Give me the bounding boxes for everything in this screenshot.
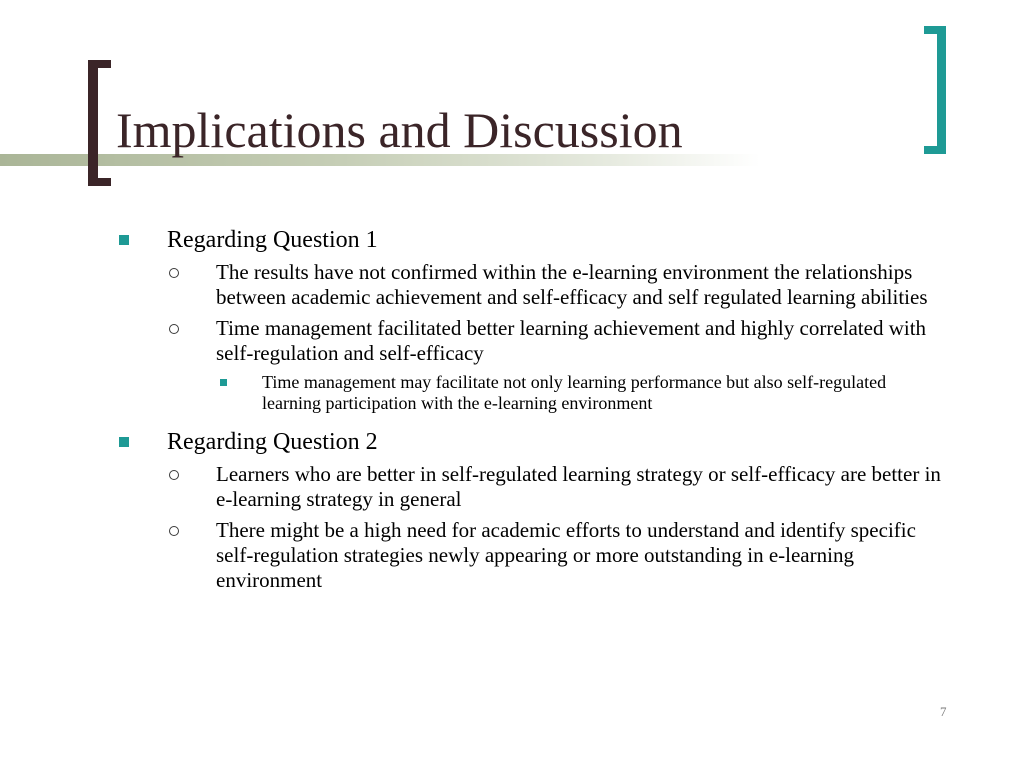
sub-bullet-text: Time management facilitated better learning achievement and highly correlated with self-regulation and self-efficacy	[216, 316, 927, 365]
right-bracket-decoration	[924, 26, 946, 154]
sub-bullet	[116, 462, 946, 512]
sub-sub-bullet	[116, 372, 946, 414]
slide-content	[116, 226, 946, 593]
sub-bullet	[116, 316, 946, 366]
bullet-text: Regarding Question 2	[167, 429, 378, 455]
square-bullet-icon	[220, 379, 227, 386]
bullet-text: Regarding Question 1	[167, 227, 378, 253]
bullet-question-2	[116, 428, 946, 456]
square-bullet-icon	[119, 437, 129, 447]
left-bracket-decoration	[88, 60, 111, 186]
sub-sub-bullet-text: Time management may facilitate not only learning performance but also self-regulated learning participation with the e-learning environment	[262, 372, 887, 413]
circle-bullet-icon	[169, 526, 179, 536]
page-number: 7	[940, 704, 947, 719]
sub-bullet-text: The results have not confirmed within the e-learning environment the relationships between academic achievement and self-efficacy and self regulated learning abilities	[216, 260, 928, 309]
sub-bullet	[116, 518, 946, 593]
slide-title: Implications and Discussion	[116, 102, 683, 158]
sub-bullet-text: Learners who are better in self-regulated learning strategy or self-efficacy are better in e-learning strategy in general	[216, 462, 941, 511]
square-bullet-icon	[119, 235, 129, 245]
sub-bullet-text: There might be a high need for academic efforts to understand and identify specific self-regulation strategies newly appearing or more outstanding in e-learning environment	[216, 518, 916, 592]
circle-bullet-icon	[169, 470, 179, 480]
circle-bullet-icon	[169, 268, 179, 278]
circle-bullet-icon	[169, 324, 179, 334]
sub-bullet	[116, 260, 946, 310]
bullet-question-1	[116, 226, 946, 254]
